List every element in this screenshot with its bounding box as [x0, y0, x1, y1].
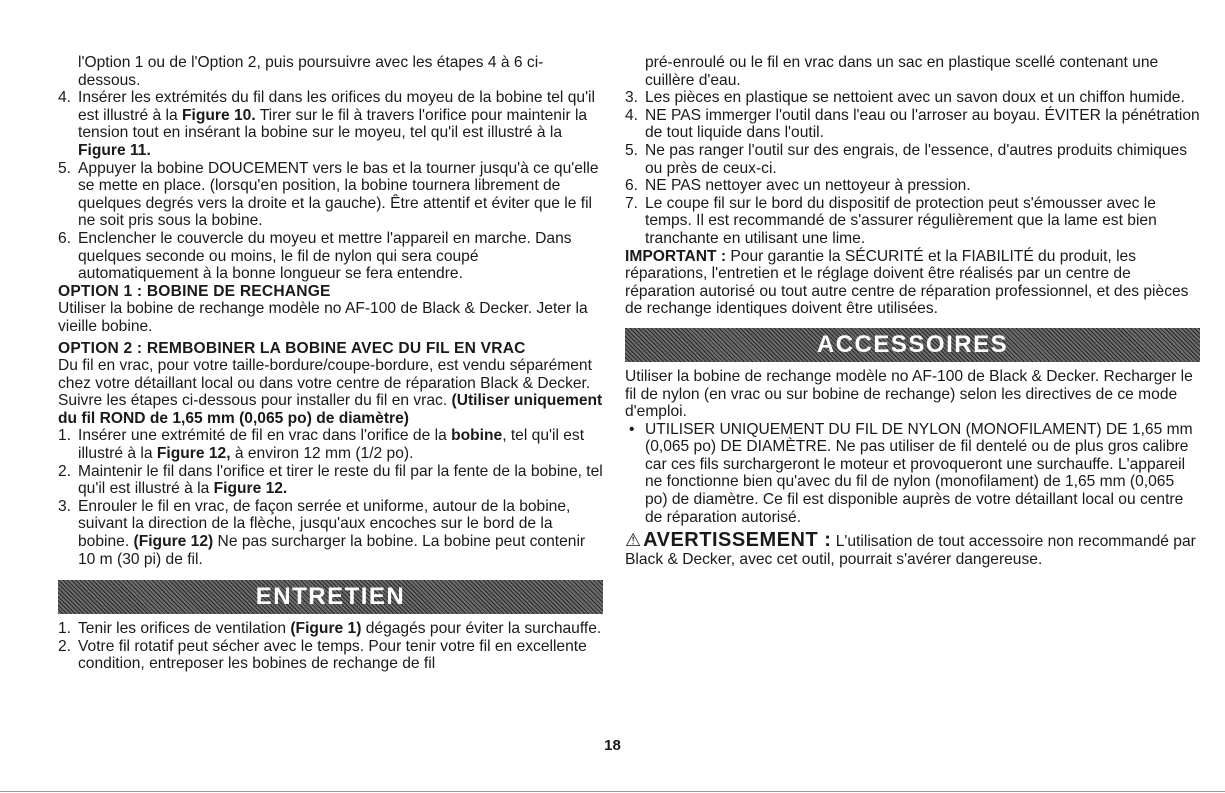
section-banner-accessoires	[625, 328, 1200, 362]
left-column	[58, 54, 603, 673]
important-label: IMPORTANT :	[625, 247, 727, 265]
item-number: 7.	[625, 194, 639, 212]
text-run: dégagés pour éviter la surchauffe.	[361, 620, 602, 638]
item-number: 5.	[625, 141, 639, 159]
item-text	[645, 177, 971, 194]
page-number: 18	[604, 737, 621, 754]
list-item	[58, 427, 603, 462]
text-run: NE PAS nettoyer avec un nettoyeur à pression.	[645, 177, 971, 195]
item-number: 3.	[58, 497, 72, 515]
warning-notice	[625, 529, 1200, 568]
text-run: Maintenir le fil dans l'orifice et tirer le reste du fil par la fente de la bobine, tel qu'il est illustré à la	[78, 462, 603, 498]
important-notice	[625, 248, 1200, 318]
intro-text: l'Option 1 ou de l'Option 2, puis poursuivre avec les étapes 4 à 6 ci-dessous.	[78, 54, 544, 89]
item-number: 1.	[58, 620, 72, 638]
right-column	[625, 54, 1200, 568]
text-run: NE PAS immerger l'outil dans l'eau ou l'arroser au boyau. ÉVITER la pénétration de tout liquide dans l'outil.	[645, 106, 1200, 142]
list-item	[58, 463, 603, 498]
item-text	[78, 498, 585, 568]
text-run: Tirer sur le fil à travers l'orifice pour maintenir la tension tout en insérant la bobine sur le moyeu, tel qu'il est illustré à la	[78, 106, 588, 142]
important-text: Pour garantie la SÉCURITÉ et la FIABILITÉ du produit, les réparations, l'entretien et le réglage doivent être réalisés par un centre de réparation autorisé ou tout autre centre de réparation professionnel, et des pièces de rechange identiques doivent être utilisées.	[625, 247, 1189, 318]
text-run: Insérer une extrémité de fil en vrac dans l'orifice de la	[78, 427, 452, 445]
bold-text: (Figure 12)	[133, 533, 214, 551]
bold-text: (Figure 1)	[290, 620, 362, 638]
list-item	[625, 177, 1200, 195]
item-text	[78, 638, 587, 673]
warning-text: L'utilisation de tout accessoire non recommandé par Black & Decker, avec cet outil, pourrait s'avérer dangereuse.	[625, 533, 1196, 568]
item-number: 6.	[625, 177, 639, 195]
bold-text: (Utiliser uniquement du fil ROND de 1,65 mm (0,065 po) de diamètre)	[58, 392, 603, 427]
warning-triangle-icon: ⚠	[625, 530, 642, 551]
text-run: Appuyer la bobine DOUCEMENT vers le bas et la tourner jusqu'à ce qu'elle se mette en place. (lorsqu'en position, la bobine tournera librement de quelques degrés vers la droite et la gauche). Être attentif et éviter que le fil ne soit pris sous la bobine.	[78, 159, 599, 230]
list-item	[625, 107, 1200, 142]
list-item	[58, 89, 603, 159]
bullet-item	[625, 421, 1200, 527]
bottom-rule	[0, 791, 1225, 792]
item-text	[645, 142, 1187, 177]
list-item	[58, 160, 603, 230]
bold-text: bobine	[451, 427, 503, 445]
accessories-text: Utiliser la bobine de rechange modèle no AF-100 de Black & Decker. Recharger le fil de nylon (en vrac ou sur bobine de rechange) selon les directives de ce mode d'emploi.	[625, 367, 1193, 421]
bullet-text: UTILISER UNIQUEMENT DU FIL DE NYLON (MONOFILAMENT) DE 1,65 mm (0,065 po) DE DIAMÈTRE. Ne pas utiliser de fil dentelé ou de plus gros calibre car ces fils surchargeront le moteur et provoqueront une surchauffe. L'appareil ne fonctionne bien qu'avec du fil de nylon (monofilament) de 1,65 mm (0,065 po) de diamètre. Ce fil est disponible auprès de votre détaillant local ou centre de réparation autorisé.	[645, 420, 1193, 526]
text-run: Ne pas surcharger la bobine. La bobine peut contenir 10 m (30 pi) de fil.	[78, 533, 586, 568]
bold-text: Figure 12.	[213, 480, 288, 498]
banner-title: ACCESSOIRES	[816, 331, 1009, 359]
text-run: Tenir les orifices de ventilation	[78, 620, 291, 638]
item-text	[78, 463, 603, 498]
item-text	[78, 160, 599, 230]
text-run: Ne pas ranger l'outil sur des engrais, de l'essence, d'autres produits chimiques ou près de ceux-ci.	[645, 141, 1188, 177]
option2-steps-list	[58, 427, 603, 568]
item-number: 2.	[58, 637, 72, 655]
bullet-dot: •	[629, 420, 635, 438]
list-item	[58, 498, 603, 568]
list-item	[58, 230, 603, 283]
item-text	[78, 230, 572, 282]
option2-heading: OPTION 2 : REMBOBINER LA BOBINE AVEC DU FIL EN VRAC	[58, 339, 526, 357]
text-run: Insérer les extrémités du fil dans les orifices du moyeu de la bobine tel qu'il est illustré à la	[78, 89, 595, 124]
text-run: Enrouler le fil en vrac, de façon serrée et uniforme, autour de la bobine, suivant la direction de la flèche, jusqu'aux encoches sur le bord de la bobine.	[78, 497, 571, 551]
item-number: 6.	[58, 229, 72, 247]
item-number: 1.	[58, 427, 72, 445]
list-item	[58, 620, 603, 638]
item-number: 4.	[625, 106, 639, 124]
item-text	[78, 89, 595, 159]
text-run: Enclencher le couvercle du moyeu et mettre l'appareil en marche. Dans quelques seconde ou moins, le fil de nylon qui sera coupé automatiquement à la bonne longueur se fera entendre.	[78, 229, 572, 283]
steps-list	[58, 89, 603, 283]
maintenance-steps-list	[58, 620, 603, 673]
item-text	[78, 427, 584, 462]
bold-text: Figure 10.	[182, 106, 256, 124]
item-text	[78, 620, 601, 637]
maintenance-steps-list-continued	[625, 89, 1200, 247]
item-number: 2.	[58, 462, 72, 480]
text-run: Les pièces en plastique se nettoient avec un savon doux et un chiffon humide.	[645, 89, 1185, 107]
list-item	[625, 142, 1200, 177]
warning-title: AVERTISSEMENT :	[643, 529, 832, 552]
list-item	[58, 638, 603, 673]
text-run: Le coupe fil sur le bord du dispositif de protection peut s'émousser avec le temps. Il est recommandé de s'assurer régulièrement que la lame est bien tranchante en utilisant une lime.	[645, 194, 1157, 247]
section-banner-entretien	[58, 580, 603, 614]
item-text	[645, 89, 1185, 106]
item-text	[645, 195, 1157, 247]
continuation-text: pré-enroulé ou le fil en vrac dans un sac en plastique scellé contenant une cuillère d'eau.	[645, 54, 1159, 89]
item-number: 4.	[58, 89, 72, 107]
list-item	[625, 89, 1200, 107]
list-item	[625, 195, 1200, 248]
item-text	[645, 107, 1200, 142]
banner-title: ENTRETIEN	[255, 583, 406, 611]
text-run: à environ 12 mm (1/2 po).	[230, 445, 414, 463]
item-number: 5.	[58, 159, 72, 177]
item-number: 3.	[625, 89, 639, 107]
option1-heading: OPTION 1 : BOBINE DE RECHANGE	[58, 282, 331, 300]
bold-text: Figure 12,	[156, 445, 231, 463]
option2-text	[58, 357, 603, 427]
text-run: , tel qu'il est illustré à la	[78, 427, 585, 463]
option1-text: Utiliser la bobine de rechange modèle no AF-100 de Black & Decker. Jeter la vieille bobine.	[58, 300, 588, 335]
text-run: Votre fil rotatif peut sécher avec le temps. Pour tenir votre fil en excellente condition, entreposer les bobines de rechange de fil	[78, 637, 587, 673]
text-run: Du fil en vrac, pour votre taille-bordure/coupe-bordure, est vendu séparément chez votre détaillant local ou dans votre centre de réparation Black & Decker. Suivre les étapes ci-dessous pour installer du fil en vrac.	[58, 357, 592, 410]
bold-text: Figure 11.	[78, 141, 151, 159]
